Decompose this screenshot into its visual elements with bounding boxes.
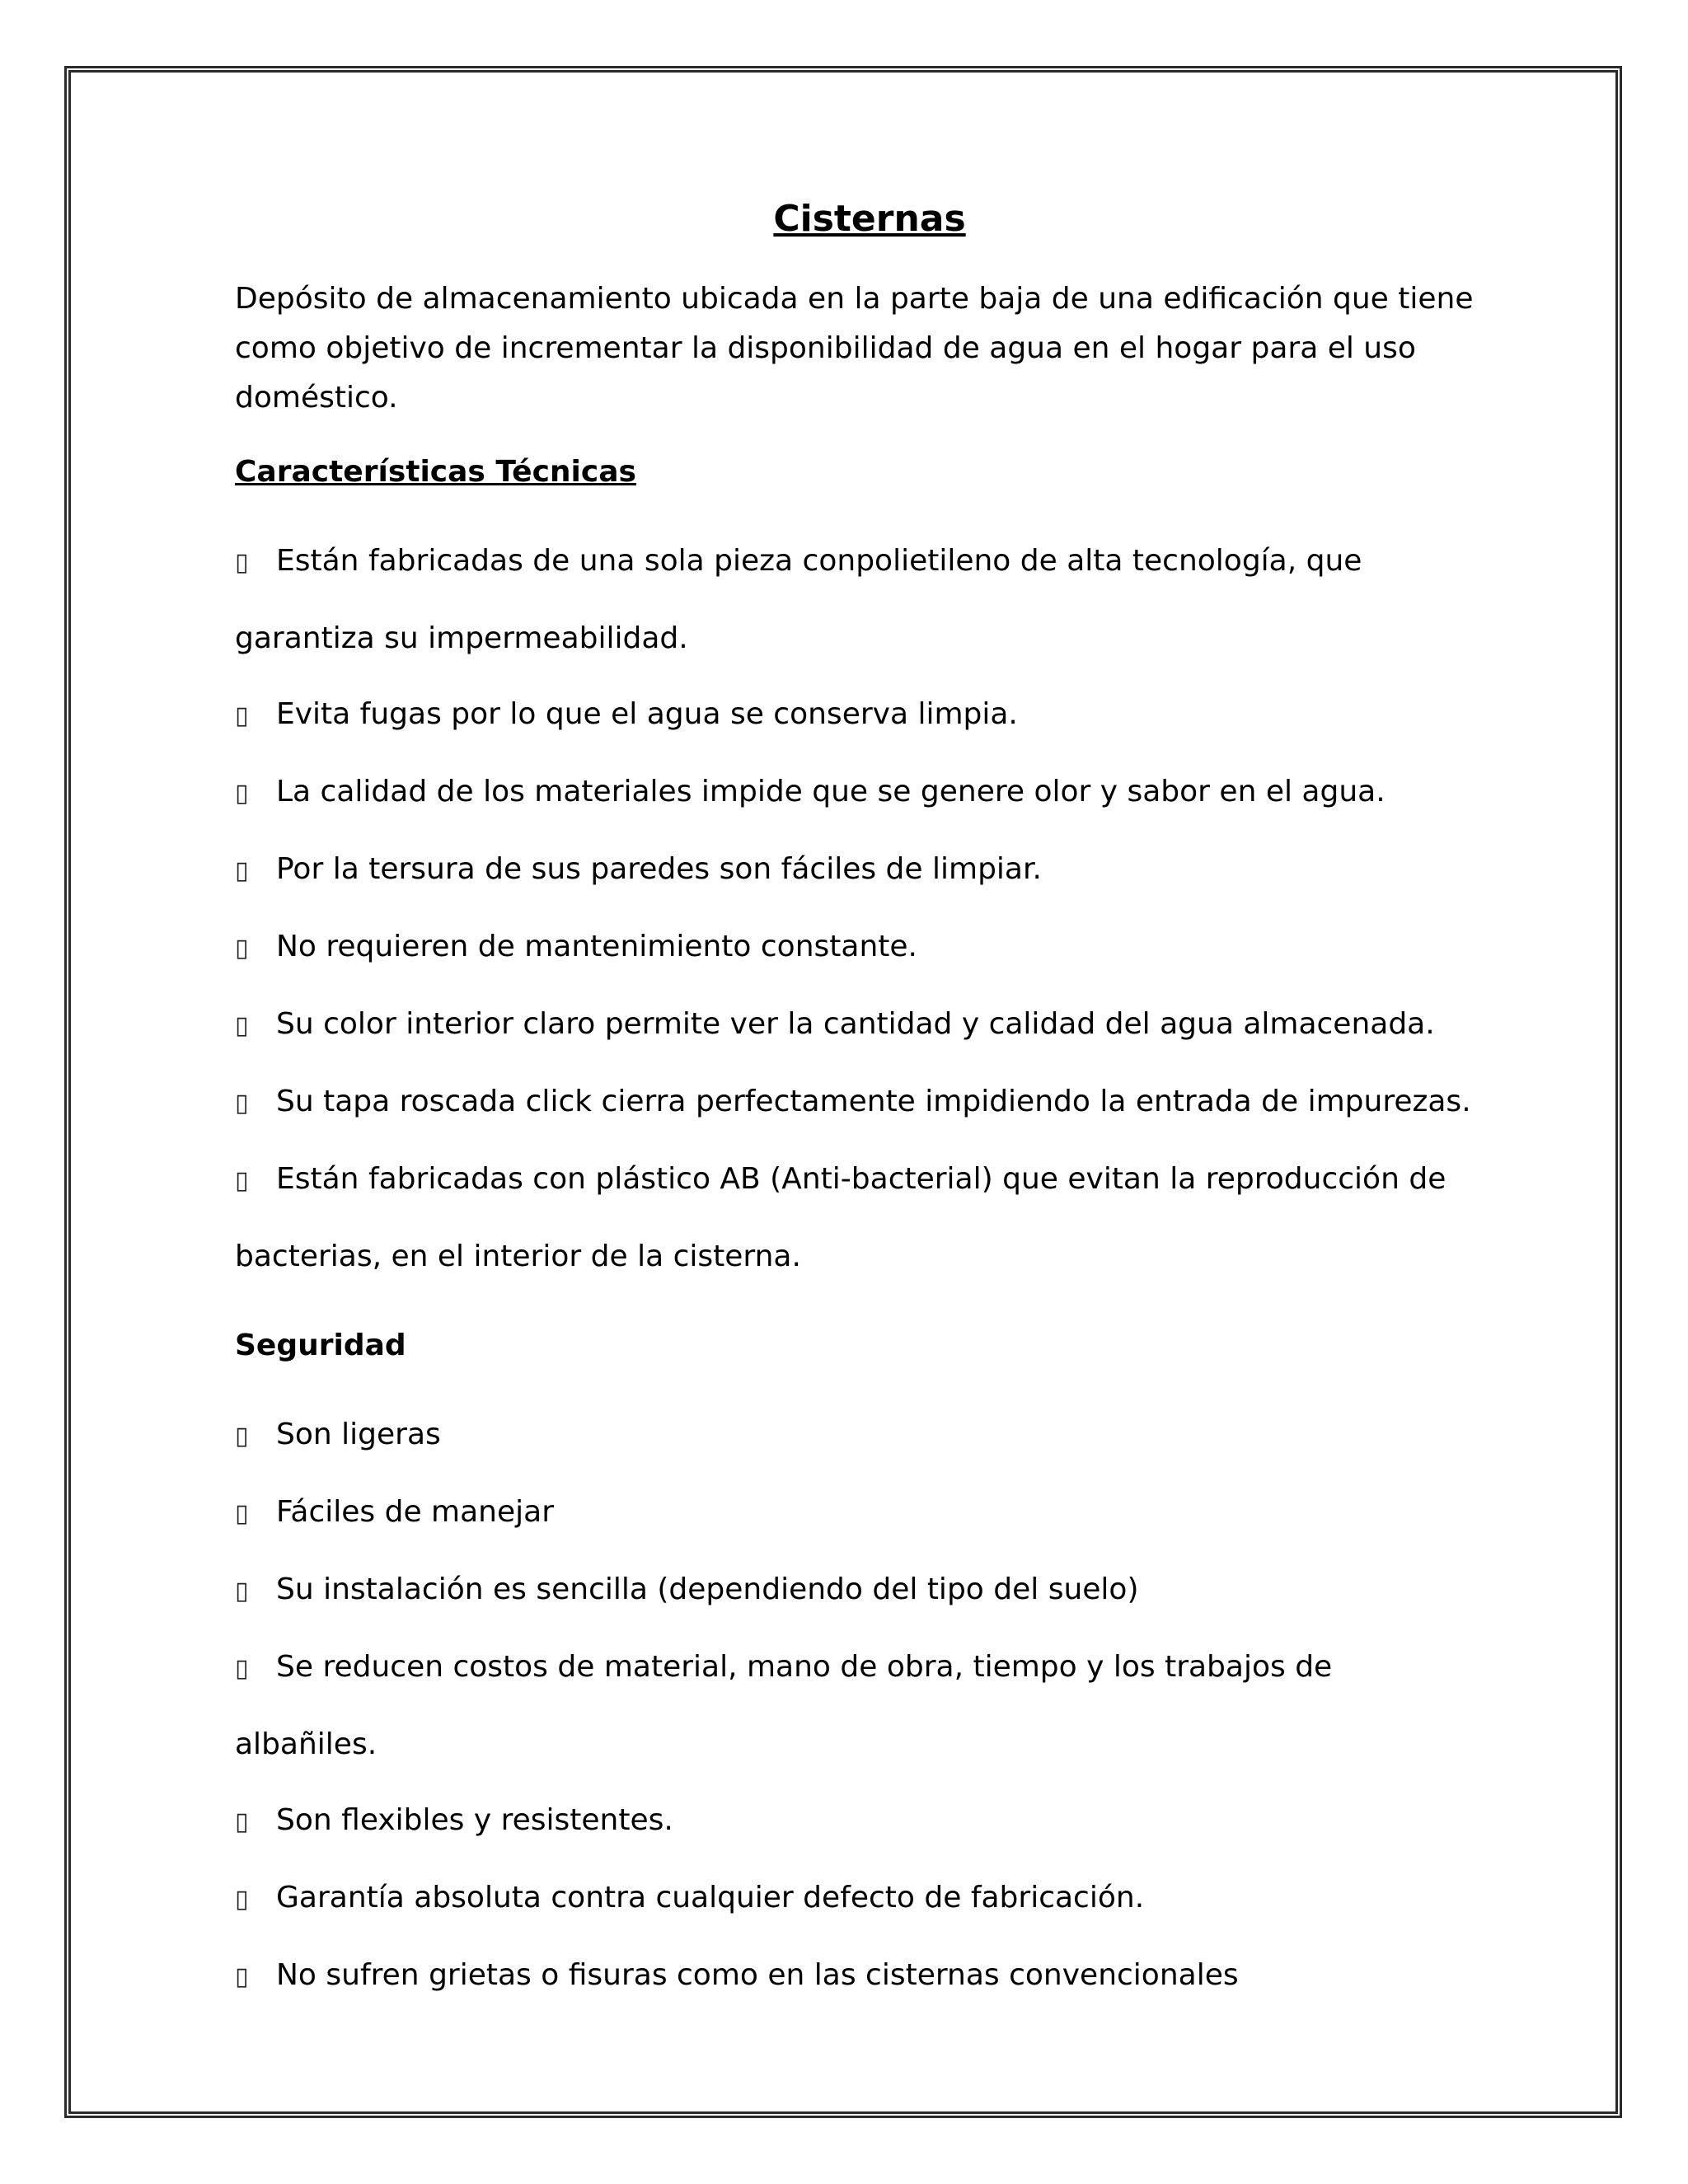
bullet-icon: ▯ (235, 934, 249, 963)
bullet-icon: ▯ (235, 1166, 249, 1195)
bullet-icon: ▯ (235, 1807, 249, 1836)
list-item-text: Su tapa roscada click cierra perfectamente impidiendo la entrada de impurezas. (276, 1085, 1471, 1118)
list-item (235, 677, 1479, 754)
list-item-text: Son flexibles y resistentes. (276, 1803, 673, 1837)
list-item (235, 987, 1479, 1064)
bullet-icon: ▯ (235, 779, 249, 808)
bullet-icon: ▯ (235, 1962, 249, 1991)
list-item (235, 1938, 1479, 2015)
list-item (235, 1783, 1479, 1860)
list-item (235, 909, 1479, 987)
bullet-icon: ▯ (235, 1011, 249, 1040)
bullet-list-caracteristicas (235, 523, 1479, 1295)
bullet-icon: ▯ (235, 1885, 249, 1914)
bullet-icon: ▯ (235, 1422, 249, 1451)
document-content (235, 198, 1479, 2041)
list-item-text: La calidad de los materiales impide que se genere olor y sabor en el agua. (276, 775, 1386, 808)
bullet-icon: ▯ (235, 1577, 249, 1605)
list-item (235, 754, 1479, 832)
bullet-icon: ▯ (235, 701, 249, 730)
list-item-text: Garantía absoluta contra cualquier defecto de fabricación. (276, 1881, 1145, 1915)
section-heading-seguridad: Seguridad (235, 1329, 406, 1362)
bullet-icon: ▯ (235, 1089, 249, 1118)
list-item-text: Por la tersura de sus paredes son fáciles de limpiar. (276, 852, 1042, 886)
bullet-list-seguridad (235, 1397, 1479, 2015)
list-item-text: Son ligeras (276, 1418, 441, 1451)
bullet-icon: ▯ (235, 1654, 249, 1683)
list-item (235, 1629, 1479, 1783)
list-item-text: Están fabricadas de una sola pieza conpolietileno de alta tecnología, que garantiza su impermeabilidad. (235, 544, 1362, 655)
document-title: Cisternas (773, 198, 966, 240)
bullet-icon: ▯ (235, 856, 249, 885)
list-item-text: Su instalación es sencilla (dependiendo del tipo del suelo) (276, 1572, 1139, 1606)
list-item-text: Se reducen costos de material, mano de obra, tiempo y los trabajos de albañiles. (235, 1650, 1333, 1761)
list-item (235, 1860, 1479, 1938)
list-item-text: Fáciles de manejar (276, 1495, 555, 1529)
list-item-text: No requieren de mantenimiento constante. (276, 930, 917, 963)
list-item (235, 1397, 1479, 1474)
list-item-text: Están fabricadas con plástico AB (Anti-bacterial) que evitan la reproducción de bacterias, en el interior de la cisterna. (235, 1162, 1447, 1273)
list-item-text: No sufren grietas o fisuras como en las cisternas convencionales (276, 1958, 1239, 1992)
bullet-icon: ▯ (235, 548, 249, 577)
list-item (235, 1141, 1479, 1295)
intro-paragraph: Depósito de almacenamiento ubicada en la parte baja de una edificación que tiene como objetivo de incrementar la disponibilidad de agua en el hogar para el uso doméstico. (235, 282, 1474, 415)
list-item-text: Evita fugas por lo que el agua se conserva limpia. (276, 697, 1018, 731)
list-item-text: Su color interior claro permite ver la cantidad y calidad del agua almacenada. (276, 1007, 1435, 1041)
list-item (235, 1064, 1479, 1141)
list-item (235, 523, 1479, 677)
list-item (235, 1474, 1479, 1552)
bullet-icon: ▯ (235, 1499, 249, 1528)
list-item (235, 1552, 1479, 1629)
section-heading-caracteristicas: Características Técnicas (235, 455, 636, 489)
list-item (235, 832, 1479, 909)
